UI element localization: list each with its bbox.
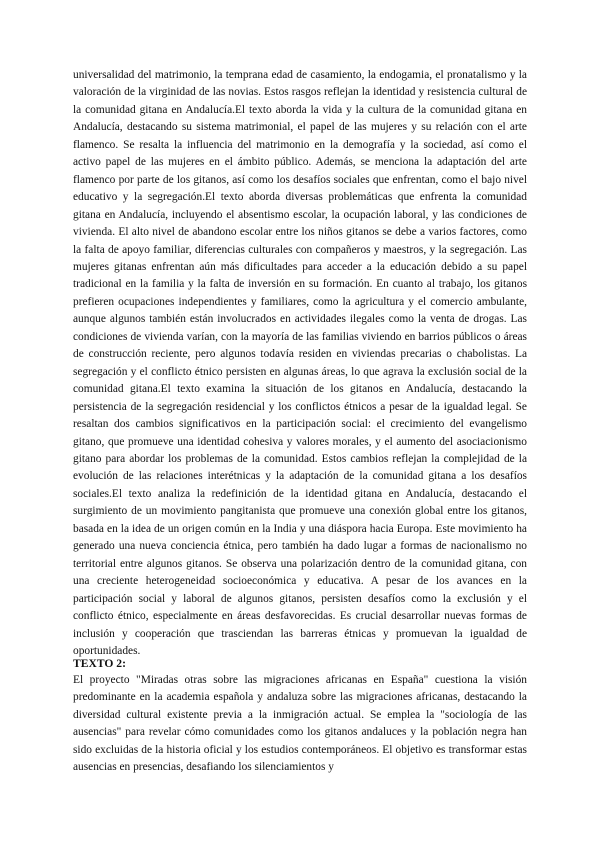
section-heading-texto-2: TEXTO 2:: [73, 657, 126, 670]
body-paragraph-2: El proyecto "Miradas otras sobre las migraciones africanas en España" cuestiona la visión predominante en la academia española y andaluza sobre las migraciones africanas, destacando la diversidad cultural existente previa a la inmigración actual. Se emplea la "sociología de las ausencias" para revelar cómo comunidades como los gitanos andaluces y la población negra han sido excluidas de la historia oficial y los estudios contemporáneos. El objetivo es transformar estas ausencias en presencias, desafiando los silenciamientos y: [73, 674, 527, 774]
body-paragraph-1: universalidad del matrimonio, la temprana edad de casamiento, la endogamia, el pronatalismo y la valoración de la virginidad de las novias. Estos rasgos reflejan la identidad y resistencia cultural de la comunidad gitana en Andalucía.El texto aborda la vida y la cultura de la comunidad gitana en Andalucía, destacando su sistema matrimonial, el papel de las mujeres y su relación con el arte flamenco. Se resalta la influencia del matrimonio en la demografía y la sociedad, así como el activo papel de las mujeres en el ámbito público. Además, se menciona la adaptación del arte flamenco por parte de los gitanos, así como los desafíos sociales que enfrentan, como el bajo nivel educativo y la segregación.El texto aborda diversas problemáticas que enfrenta la comunidad gitana en Andalucía, incluyendo el absentismo escolar, la ocupación laboral, y las condiciones de vivienda. El alto nivel de abandono escolar entre los niños gitanos se debe a varios factores, como la falta de apoyo familiar, diferencias culturales con compañeros y maestros, y la segregación. Las mujeres gitanas enfrentan aún más dificultades para acceder a la educación debido a su papel tradicional en la familia y la falta de inversión en su formación. En cuanto al trabajo, los gitanos prefieren ocupaciones independientes y familiares, como la agricultura y el comercio ambulante, aunque algunos también están involucrados en actividades ilegales como la venta de drogas. Las condiciones de vivienda varían, con la mayoría de las familias viviendo en barrios públicos o áreas de construcción reciente, pero algunos todavía residen en viviendas precarias o chabolistas. La segregación y el conflicto étnico persisten en algunas áreas, lo que agrava la exclusión social de la comunidad gitana.El texto examina la situación de los gitanos en Andalucía, destacando la persistencia de la segregación residencial y los conflictos étnicos a pesar de la igualdad legal. Se resaltan dos cambios significativos en la participación social: el crecimiento del evangelismo gitano, que promueve una identidad cohesiva y valores morales, y el aumento del asociacionismo gitano para abordar los problemas de la comunidad. Estos cambios reflejan la complejidad de la evolución de las relaciones interétnicas y la adaptación de la comunidad gitana a los desafíos sociales.El texto analiza la redefinición de la identidad gitana en Andalucía, destacando el surgimiento de un movimiento pangitanista que promueve una conexión global entre los gitanos, basada en la idea de un origen común en la India y una diáspora hacia Europa. Este movimiento ha generado una nueva conciencia étnica, pero también ha dado lugar a formas de nacionalismo no territorial entre algunos gitanos. Se observa una polarización dentro de la comunidad gitana, con una creciente heterogeneidad socioeconómica y educativa. A pesar de los avances en la participación social y laboral de algunos gitanos, persisten desafíos como la exclusión y el conflicto étnico, especialmente en áreas desfavorecidas. Es crucial desarrollar nuevas formas de inclusión y cooperación que trasciendan las barreras étnicas y promuevan la igualdad de oportunidades.: [73, 69, 527, 657]
